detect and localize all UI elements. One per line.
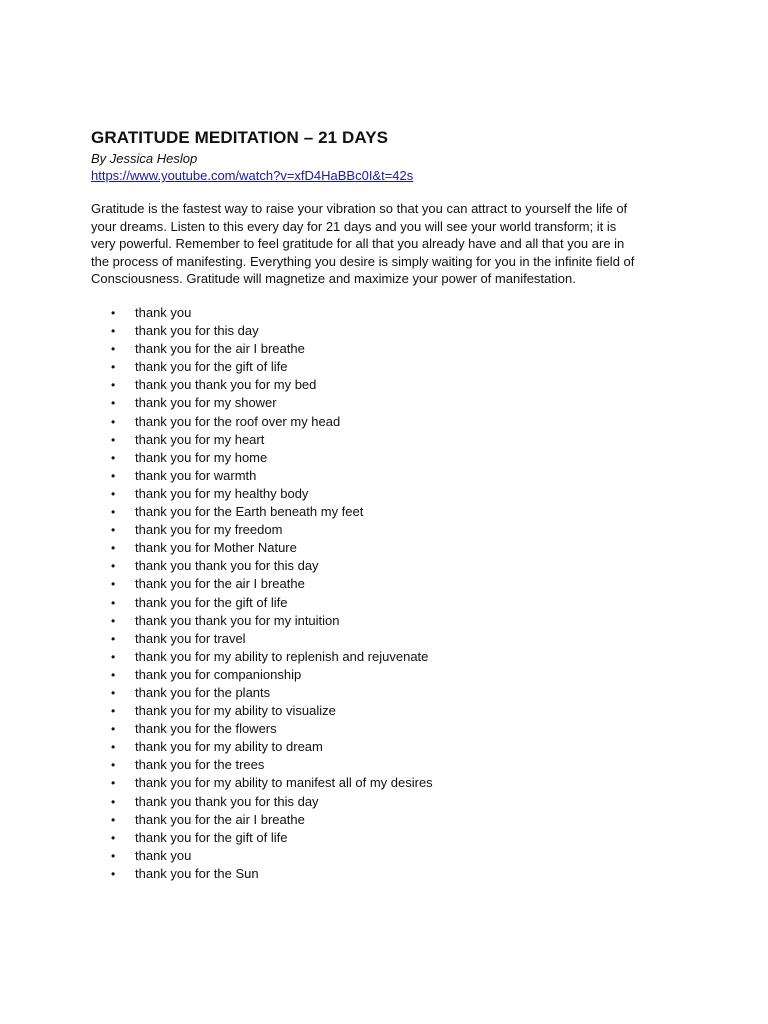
intro-line: very powerful. Remember to feel gratitude for all that you already have and all that you are in (91, 236, 625, 252)
list-item-text: thank you for the gift of life (135, 359, 288, 375)
bullet-icon: • (111, 342, 116, 357)
bullet-icon: • (111, 848, 116, 863)
list-item-text: thank you for my home (135, 449, 268, 465)
list-item-text: thank you for Mother Nature (135, 540, 297, 556)
list-item-text: thank you for the Earth beneath my feet (135, 504, 364, 520)
list-item-text: thank you for my ability to dream (135, 739, 323, 755)
bullet-icon: • (111, 685, 116, 700)
bullet-icon: • (111, 324, 116, 339)
list-item-text: thank you (135, 847, 192, 863)
bullet-icon: • (111, 812, 116, 827)
list-item-text: thank you for the air I breathe (135, 576, 305, 592)
list-item-text: thank you for my ability to replenish and rejuvenate (135, 648, 429, 664)
bullet-icon: • (111, 794, 116, 809)
bullet-icon: • (111, 613, 116, 628)
list-item-text: thank you for the Sun (135, 865, 259, 881)
bullet-icon: • (111, 649, 116, 664)
list-item-text: thank you for this day (135, 323, 259, 339)
author-byline: By Jessica Heslop (91, 151, 198, 166)
bullet-icon: • (111, 559, 116, 574)
youtube-link[interactable]: https://www.youtube.com/watch?v=xfD4HaBBc0I&t=42s (91, 168, 414, 183)
list-item-text: thank you for the roof over my head (135, 413, 341, 429)
list-item-text: thank you for companionship (135, 666, 302, 682)
bullet-icon: • (111, 667, 116, 682)
bullet-icon: • (111, 414, 116, 429)
intro-line: Gratitude is the fastest way to raise your vibration so that you can attract to yourself the life of (91, 201, 628, 216)
list-item-text: thank you for the flowers (135, 721, 277, 737)
bullet-icon: • (111, 866, 116, 881)
list-item-text: thank you for the air I breathe (135, 811, 305, 827)
list-item-text: thank you for the plants (135, 684, 271, 700)
list-item-text: thank you (135, 305, 192, 320)
list-item-text: thank you for the gift of life (135, 594, 288, 610)
bullet-icon: • (111, 722, 116, 737)
list-item-text: thank you for my healthy body (135, 485, 309, 501)
intro-paragraph (91, 200, 691, 288)
list-item-text: thank you thank you for this day (135, 558, 319, 574)
bullet-icon: • (111, 396, 116, 411)
list-item-text: thank you thank you for this day (135, 793, 319, 809)
list-item-text: thank you for my freedom (135, 522, 283, 538)
list-item-text: thank you thank you for my intuition (135, 612, 340, 628)
list-item-text: thank you for my ability to manifest all of my desires (135, 775, 433, 791)
list-item-text: thank you for my heart (135, 431, 265, 447)
list-item-text: thank you for my ability to visualize (135, 703, 336, 719)
list-item-text: thank you for the air I breathe (135, 341, 305, 357)
list-item-text: thank you for travel (135, 630, 246, 646)
bullet-icon: • (111, 432, 116, 447)
bullet-icon: • (111, 360, 116, 375)
bullet-icon: • (111, 306, 116, 320)
intro-line: Consciousness. Gratitude will magnetize and maximize your power of manifestation. (91, 271, 576, 287)
bullet-icon: • (111, 505, 116, 520)
bullet-icon: • (111, 541, 116, 556)
list-item-text: thank you for the trees (135, 757, 265, 773)
bullet-icon: • (111, 595, 116, 610)
bullet-icon: • (111, 468, 116, 483)
list-item-text: thank you for my shower (135, 395, 277, 411)
bullet-icon: • (111, 486, 116, 501)
bullet-icon: • (111, 758, 116, 773)
bullet-icon: • (111, 577, 116, 592)
bullet-icon: • (111, 631, 116, 646)
bullet-icon: • (111, 740, 116, 755)
bullet-icon: • (111, 450, 116, 465)
list-item-text: thank you for the gift of life (135, 829, 288, 845)
bullet-icon: • (111, 704, 116, 719)
document-title: GRATITUDE MEDITATION – 21 DAYS (91, 128, 389, 147)
intro-line: the process of manifesting. Everything you desire is simply waiting for you in the infinite field of (91, 253, 635, 269)
list-item-text: thank you for warmth (135, 467, 257, 483)
bullet-icon: • (111, 378, 116, 393)
bullet-icon: • (111, 776, 116, 791)
list-item-text: thank you thank you for my bed (135, 377, 317, 393)
bullet-icon: • (111, 830, 116, 845)
intro-line: your dreams. Listen to this every day for 21 days and you will see your world transform; it is (91, 218, 617, 234)
bullet-icon: • (111, 523, 116, 538)
